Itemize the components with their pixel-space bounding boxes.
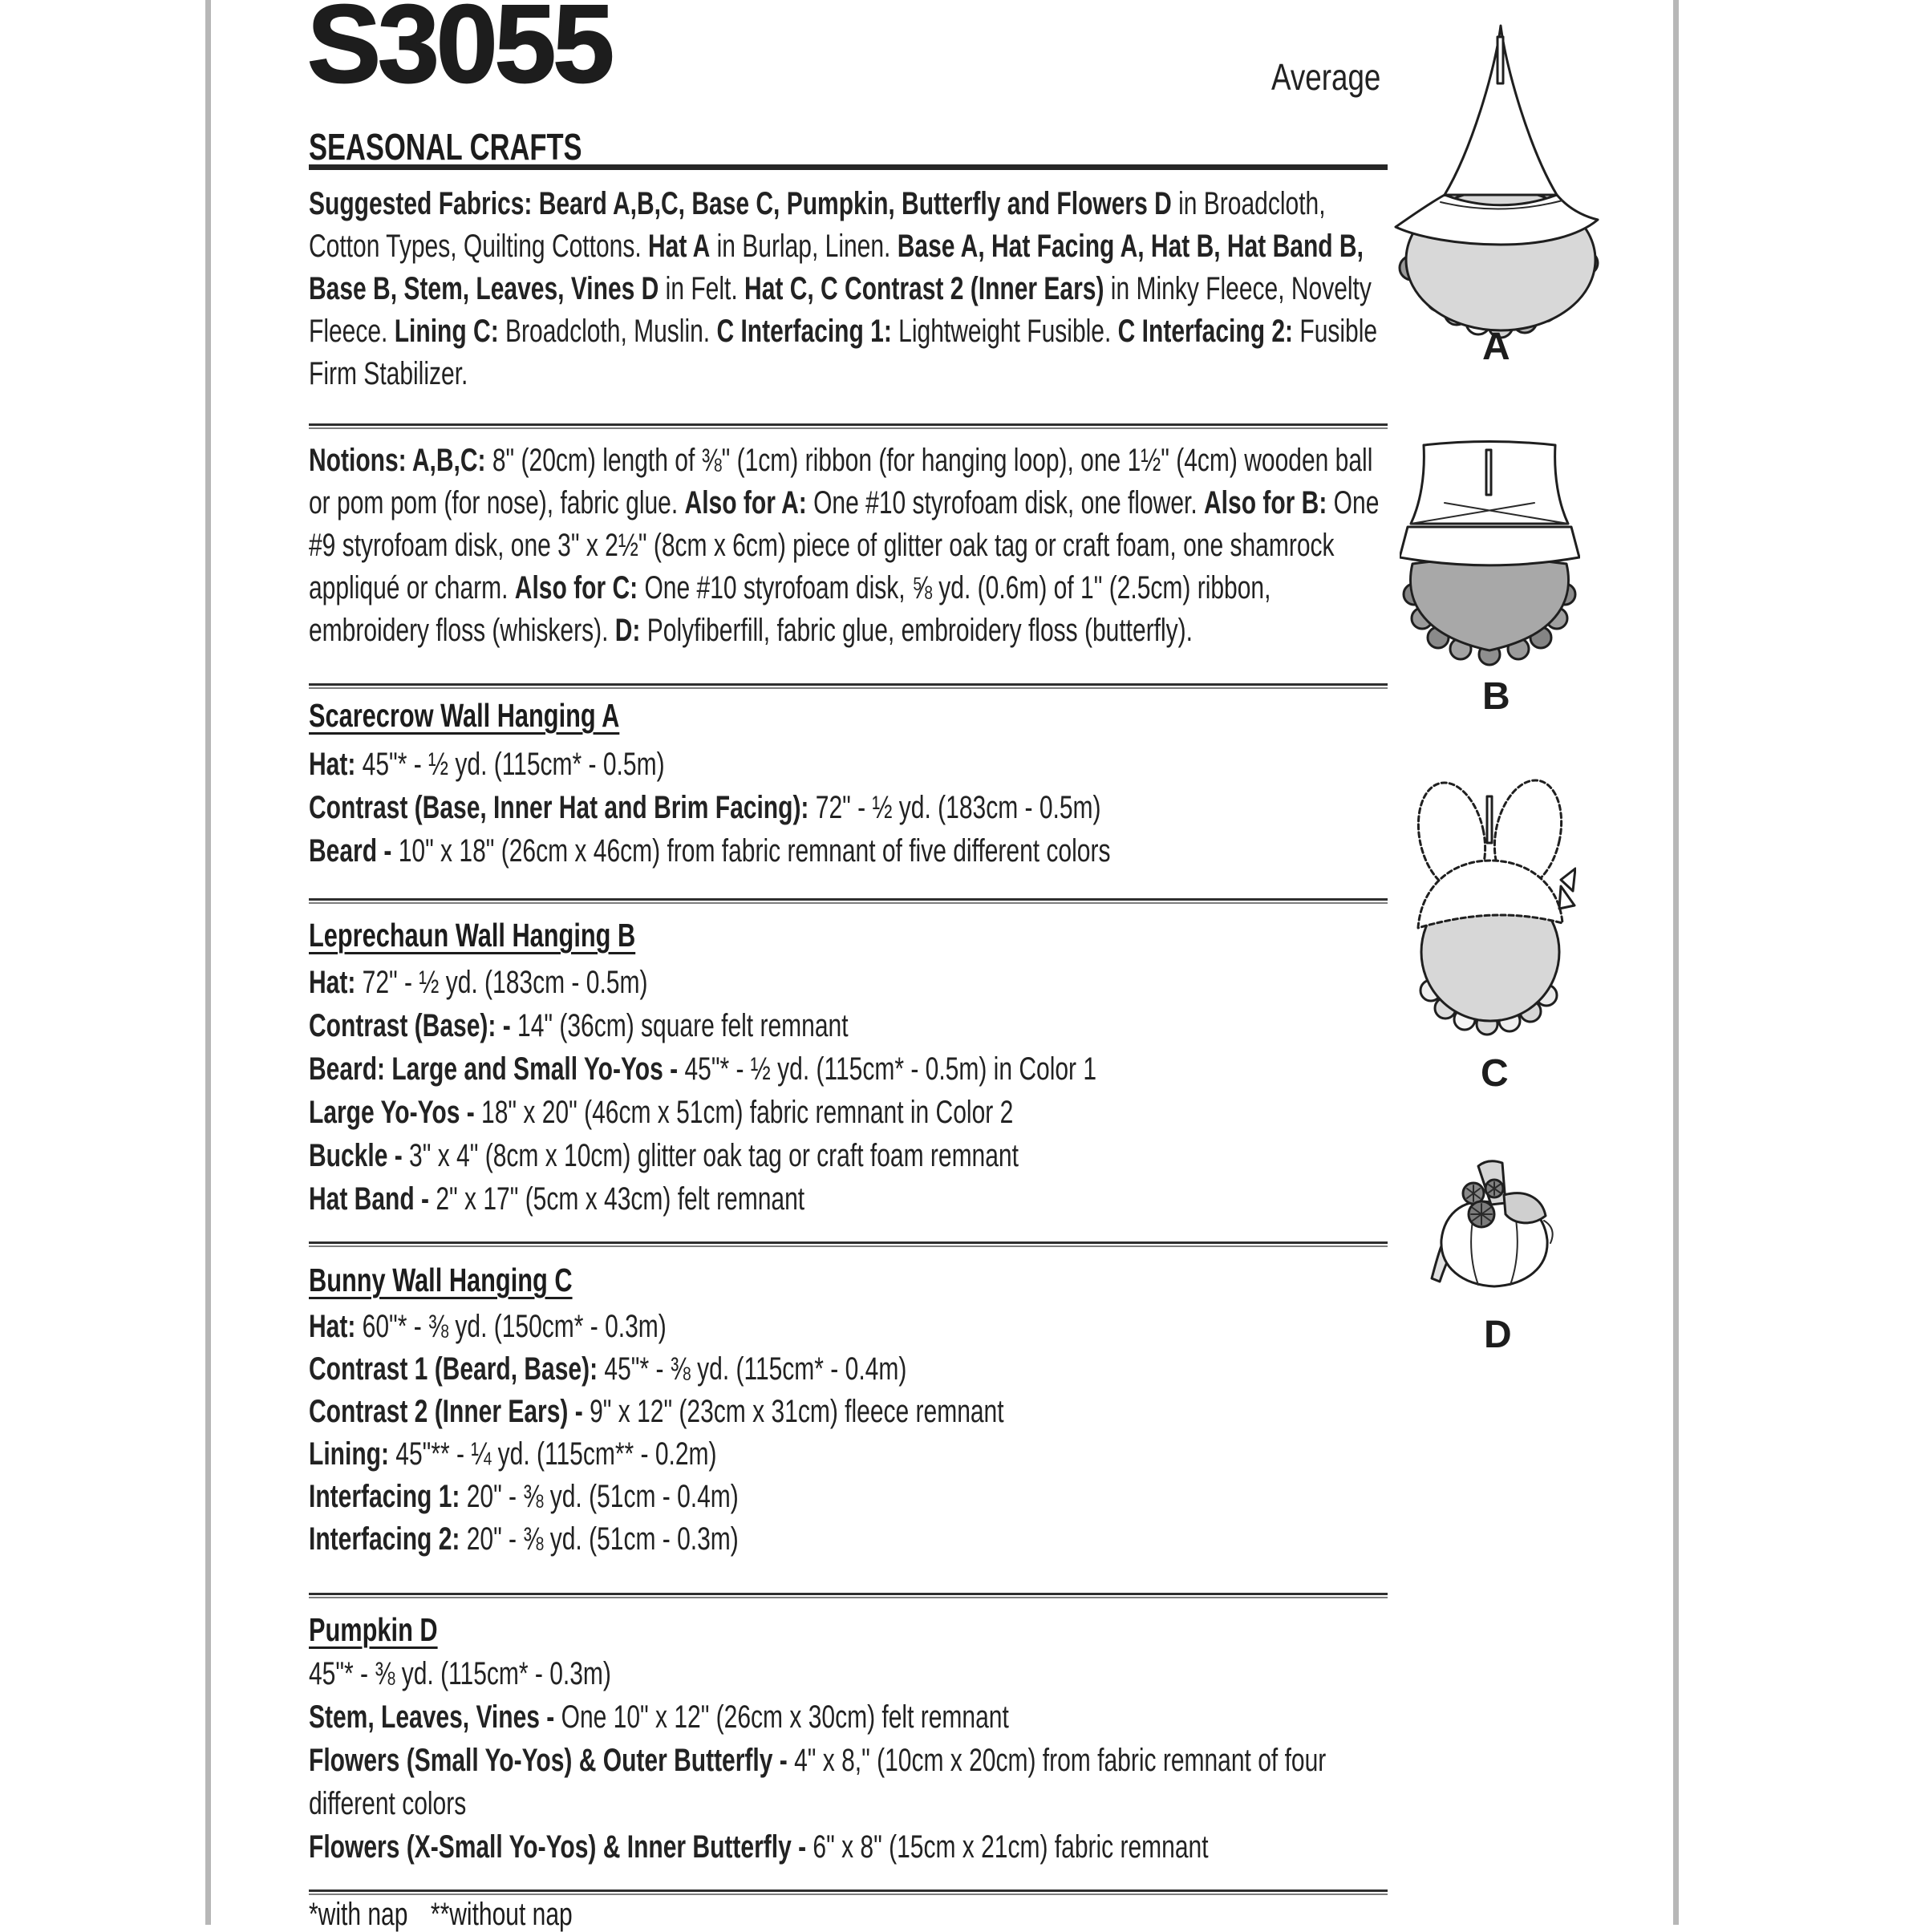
- notions-rule: [309, 423, 1388, 429]
- yardage-spec-line: Hat: 60"* - ⅜ yd. (150cm* - 0.3m): [309, 1309, 667, 1344]
- pumpkin-leaf: [1504, 1193, 1546, 1223]
- yardage-spec-line: Flowers (X-Small Yo-Yos) & Inner Butterfly - 6" x 8" (15cm x 21cm) fabric remnant: [309, 1829, 1209, 1865]
- bow-icon: [1559, 869, 1575, 909]
- right-page-edge-line: [1673, 0, 1679, 1925]
- section-b-rule: [309, 898, 1388, 904]
- yardage-spec-line: Contrast 1 (Beard, Base): 45"* - ⅜ yd. (115cm* - 0.4m): [309, 1351, 907, 1387]
- section-c-lines: [309, 1306, 1388, 1561]
- footer-rule: [309, 1889, 1388, 1895]
- hanging-loop-slit: [1486, 450, 1491, 495]
- suggested-fabrics-paragraph: Suggested Fabrics: Beard A,B,C, Base C, Pumpkin, Butterfly and Flowers D in Broadcloth, Cotton Types, Quilting Cottons. Hat A in Burlap, Linen. Base A, Hat Facing A, Hat B, Hat Band B, Base B, Stem, Leaves, Vines D in Felt. Hat C, C Contrast 2 (Inner Ears) in Minky Fleece, Novelty Fleece. Lining C: Broadcloth, Muslin. C Interfacing 1: Lightweight Fusible. C Interfacing 2: Fusible Firm Stabilizer.: [309, 186, 1378, 391]
- yardage-spec-line: Hat Band - 2" x 17" (5cm x 43cm) felt remnant: [309, 1181, 805, 1217]
- category-rule: [309, 164, 1388, 170]
- yardage-spec-line: Lining: 45"** - ¼ yd. (115cm** - 0.2m): [309, 1436, 717, 1472]
- view-d-label: D: [1484, 1314, 1512, 1356]
- section-b-heading: Leprechaun Wall Hanging B: [309, 917, 636, 954]
- section-a-lines: [309, 743, 1388, 873]
- nap-footnote: [309, 1898, 1388, 1931]
- section-d-heading: Pumpkin D: [309, 1611, 438, 1648]
- section-c-heading: Bunny Wall Hanging C: [309, 1262, 573, 1298]
- yardage-spec-line: Hat: 72" - ½ yd. (183cm - 0.5m): [309, 965, 648, 1000]
- yardage-spec-line: Stem, Leaves, Vines - One 10" x 12" (26cm x 30cm) felt remnant: [309, 1699, 1009, 1735]
- scarecrow-hat-drawing: [1384, 22, 1609, 343]
- difficulty-rating: Average: [1271, 56, 1381, 98]
- section-b-lines: [309, 961, 1388, 1221]
- scarecrow-hat-illustration: [1384, 22, 1609, 343]
- with-nap-note: *with nap: [309, 1897, 408, 1932]
- leprechaun-hat-drawing: [1400, 437, 1580, 670]
- section-c-rule: [309, 1241, 1388, 1247]
- yardage-spec-line: Interfacing 2: 20" - ⅜ yd. (51cm - 0.3m): [309, 1521, 739, 1557]
- pumpkin-drawing: [1424, 1156, 1564, 1301]
- yardage-spec-line: Contrast 2 (Inner Ears) - 9" x 12" (23cm x 31cm) fleece remnant: [309, 1394, 1004, 1429]
- hanging-loop-slit: [1497, 37, 1503, 83]
- view-b-label: B: [1482, 675, 1510, 718]
- view-a-label: A: [1482, 326, 1510, 368]
- yardage-spec-line: 45"* - ⅜ yd. (115cm* - 0.3m): [309, 1656, 611, 1691]
- yardage-spec-line: Flowers (Small Yo-Yos) & Outer Butterfly - 4" x 8," (10cm x 20cm) from fabric remnant of four: [309, 1743, 1327, 1778]
- leprechaun-hat-brim: [1400, 527, 1579, 565]
- pumpkin-illustration: [1424, 1156, 1564, 1301]
- section-d-rule: [309, 1593, 1388, 1598]
- section-d-lines: [309, 1652, 1388, 1869]
- yardage-spec-line: Contrast (Base, Inner Hat and Brim Facing): 72" - ½ yd. (183cm - 0.5m): [309, 790, 1101, 825]
- bunny-hat-drawing: [1404, 774, 1576, 1039]
- section-a-heading: Scarecrow Wall Hanging A: [309, 697, 620, 734]
- yardage-spec-line: Hat: 45"* - ½ yd. (115cm* - 0.5m): [309, 747, 665, 782]
- yardage-spec-line: Beard - 10" x 18" (26cm x 46cm) from fabric remnant of five different colors: [309, 833, 1111, 869]
- section-a-rule: [309, 683, 1388, 689]
- category-heading: SEASONAL CRAFTS: [309, 126, 582, 168]
- bunny-hat-illustration: [1404, 774, 1576, 1039]
- hanging-loop-slit: [1487, 796, 1492, 843]
- yardage-spec-line: Interfacing 1: 20" - ⅜ yd. (51cm - 0.4m): [309, 1479, 739, 1514]
- yardage-spec-line: Contrast (Base): - 14" (36cm) square felt remnant: [309, 1008, 849, 1043]
- yardage-spec-line: Beard: Large and Small Yo-Yos - 45"* - ½ yd. (115cm* - 0.5m) in Color 1: [309, 1051, 1097, 1087]
- yardage-spec-line: Large Yo-Yos - 18" x 20" (46cm x 51cm) fabric remnant in Color 2: [309, 1095, 1014, 1130]
- pattern-number: S3055: [307, 0, 612, 106]
- yardage-spec-line: Buckle - 3" x 4" (8cm x 10cm) glitter oak tag or craft foam remnant: [309, 1138, 1019, 1173]
- notions-paragraph: Notions: A,B,C: 8" (20cm) length of ⅜" (1cm) ribbon (for hanging loop), one 1½" (4cm) wooden ball or pom pom (for nose), fabric glue. Also for A: One #10 styrofoam disk, one flower. Also for B: One #9 styrofoam disk, one 3" x 2½" (8cm x 6cm) piece of glitter oak tag or craft foam, one shamrock appliqué or charm. Also for C: One #10 styrofoam disk, ⅝ yd. (0.6m) of 1" (2.5cm) ribbon, embroidery floss (whiskers). D: Polyfiberfill, fabric glue, embroidery floss (butterfly).: [309, 443, 1380, 648]
- yardage-spec-line: different colors: [309, 1786, 467, 1821]
- leprechaun-hat-illustration: [1400, 437, 1580, 670]
- view-c-label: C: [1481, 1052, 1509, 1095]
- left-page-edge-line: [205, 0, 211, 1925]
- without-nap-note: **without nap: [430, 1897, 573, 1932]
